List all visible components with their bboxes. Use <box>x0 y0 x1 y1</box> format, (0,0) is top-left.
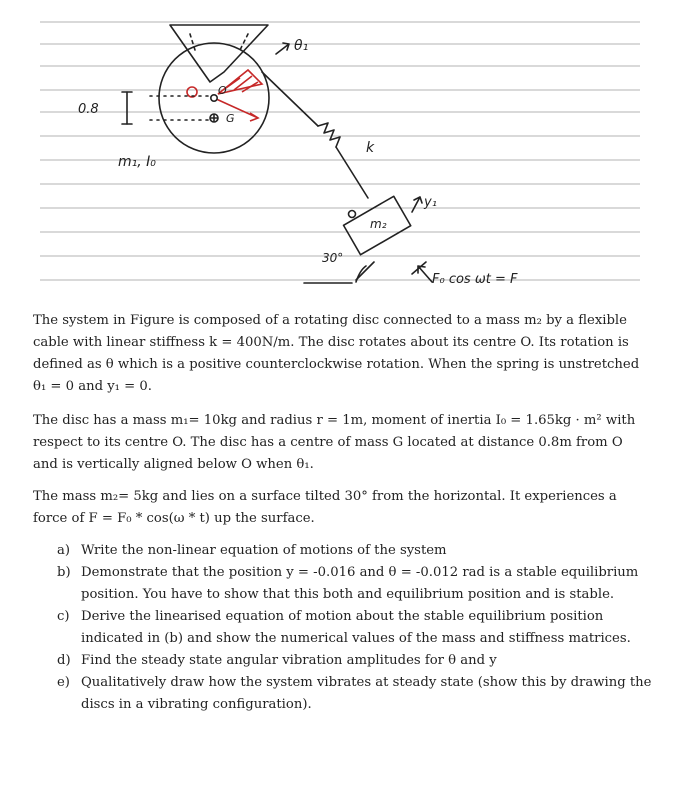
problem-figure <box>0 0 673 300</box>
label-y: y₁ <box>424 195 437 210</box>
question-e: e) Qualitatively draw how the system vibrates at steady state (show this by drawing the discs in a vibrating configuration). <box>57 675 652 712</box>
label-stiffness: k <box>366 140 375 156</box>
paragraph-disc-properties: The disc has a mass m₁= 10kg and radius r = 1m, moment of inertia I₀ = 1.65kg · m² with respect to its centre O. The disc has a centre of mass G located at distance 0.8m from O and is vertically aligned below O when θ₁. <box>33 413 636 472</box>
theta-arrow <box>276 43 289 54</box>
label-angle: 30° <box>322 251 344 265</box>
ruled-lines <box>40 22 640 280</box>
label-mass2: m₂ <box>370 217 387 231</box>
paragraph-mass-properties: The mass m₂= 5kg and lies on a surface tilted 30° from the horizontal. It experiences a force of F = F₀ * cos(ω * t) up the surface. <box>33 489 617 526</box>
label-distance: 0.8 <box>78 102 99 117</box>
y-arrow <box>412 197 422 212</box>
label-theta: θ₁ <box>294 38 309 54</box>
label-disc-mass: m₁, I₀ <box>118 154 156 170</box>
label-g: G <box>226 112 235 125</box>
paragraph-system-description: The system in Figure is composed of a rotating disc connected to a mass m₂ by a flexible cable with linear stiffness k = 400N/m. The disc rotates about its centre O. Its rotation is defined as θ which is a positive counterclockwise rotation. When the spring is unstretched θ₁ = 0 and y₁ = 0. <box>33 313 640 394</box>
question-b: b) Demonstrate that the position y = -0.016 and θ = -0.012 rad is a stable equilibrium position. You have to show that this both and equilibrium position and is stable. <box>57 565 639 602</box>
question-a: a) Write the non-linear equation of motions of the system <box>57 543 447 558</box>
centre-o-marker <box>211 95 217 101</box>
question-d: d) Find the steady state angular vibration amplitudes for θ and y <box>57 653 497 668</box>
question-list <box>57 540 657 716</box>
question-c: c) Derive the linearised equation of motion about the stable equilibrium position indicated in (b) and show the numerical values of the mass and stiffness matrices. <box>57 609 631 646</box>
disc-support <box>170 25 268 82</box>
cable-spring <box>262 72 368 198</box>
label-force: F₀ cos ωt = F <box>432 272 518 287</box>
label-o: O <box>218 84 227 97</box>
